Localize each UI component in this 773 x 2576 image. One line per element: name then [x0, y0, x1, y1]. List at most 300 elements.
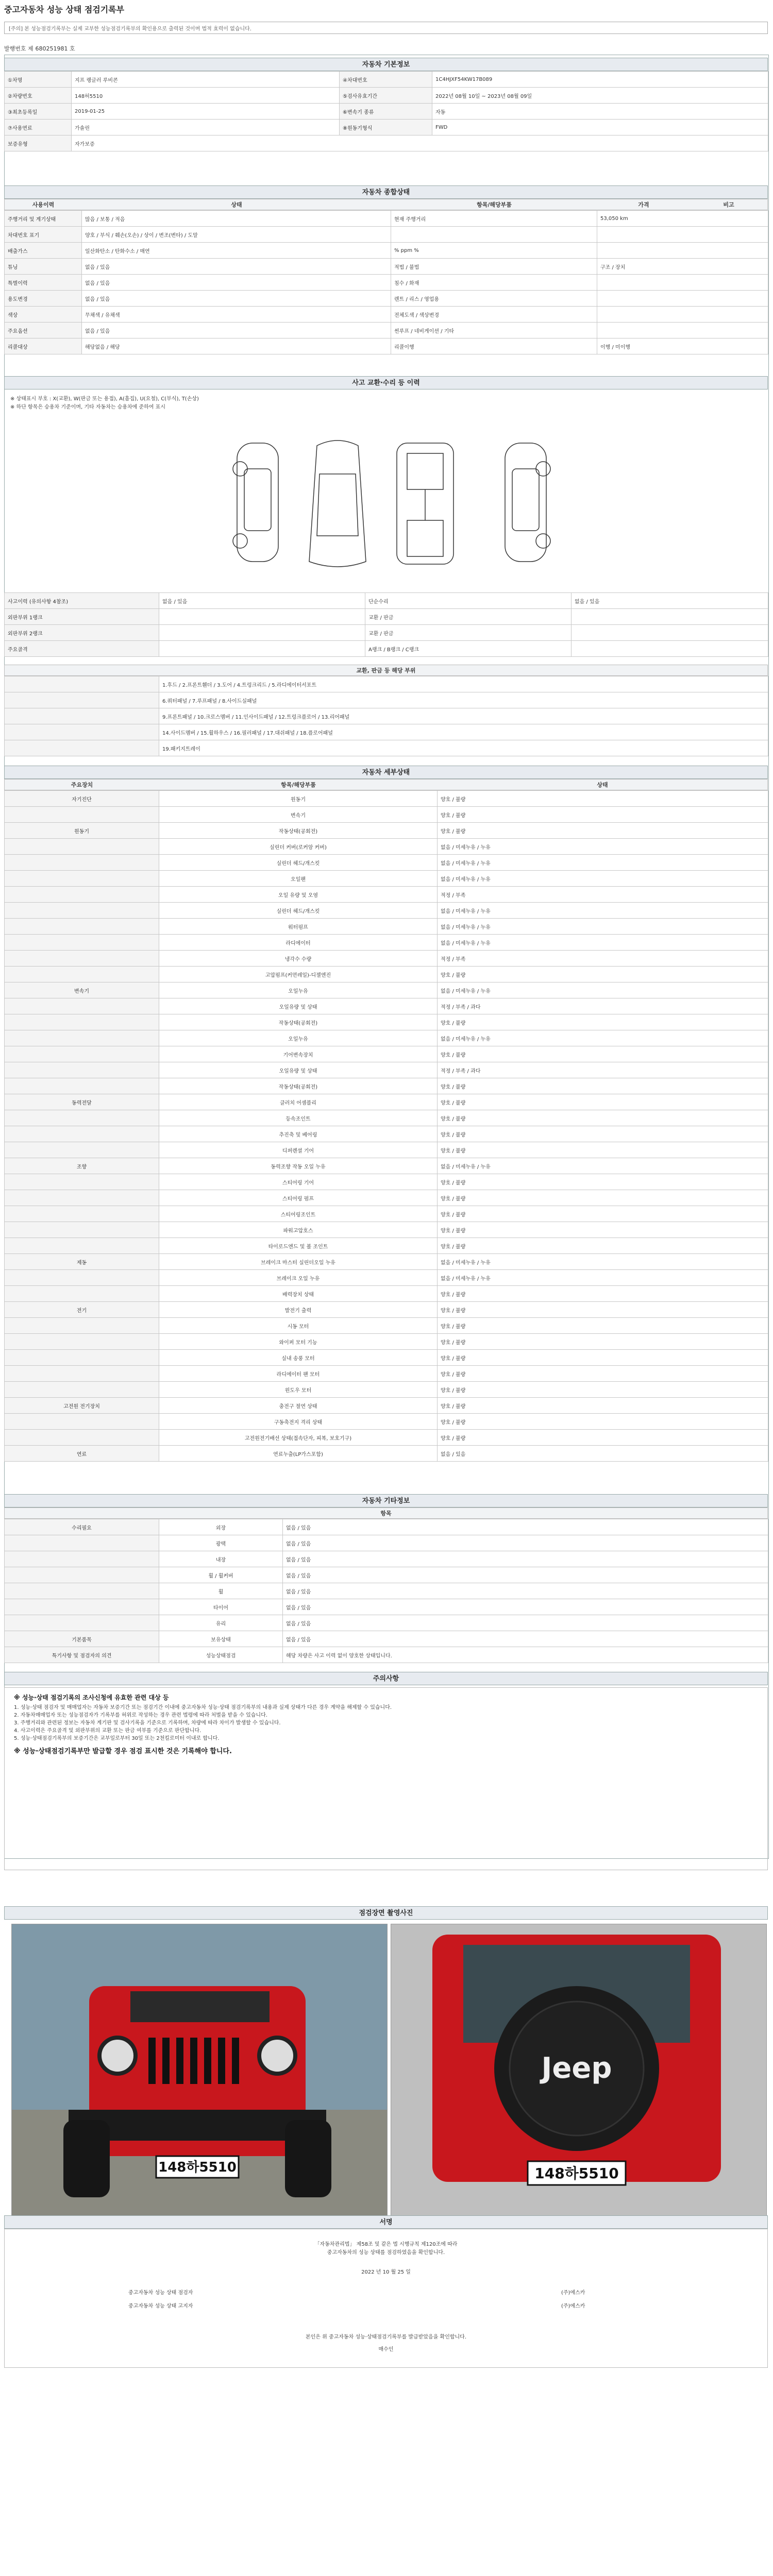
other-row: [5, 1631, 768, 1647]
table-cell: 이행 / 미이행: [597, 338, 768, 354]
notifier-label: 중고자동차 성능 상태 고지자: [128, 2303, 193, 2309]
table-cell: 양호 / 불량: [438, 1350, 768, 1366]
detail-row: [5, 1382, 768, 1398]
table-cell: [5, 708, 159, 724]
spare-brand-text: Jeep: [541, 2052, 612, 2085]
table-cell: 동력전달: [5, 1094, 159, 1110]
table-cell: 많음 / 보통 / 적음: [82, 211, 391, 227]
table-cell: 2019-01-25: [72, 104, 340, 120]
basic-info-header: 자동차 기본정보: [4, 58, 768, 71]
detail-row: [5, 1430, 768, 1446]
parts-row: [5, 724, 768, 740]
band-label: 가격: [638, 201, 649, 208]
accident-row: [5, 609, 768, 625]
table-cell: 없음 / 있음: [283, 1599, 768, 1615]
table-cell: 해당 차량은 사고 이력 없이 양호한 상태입니다.: [283, 1647, 768, 1663]
table-cell: 휠: [159, 1583, 283, 1599]
table-cell: % ppm %: [391, 243, 597, 259]
table-cell: [5, 740, 159, 756]
detail-band: [4, 779, 768, 790]
parts-row: [5, 676, 768, 692]
table-cell: [597, 275, 768, 291]
table-cell: 적정 / 부족: [438, 887, 768, 903]
table-cell: [5, 1110, 159, 1126]
band-label: 교환, 판금 등 해당 부위: [356, 667, 416, 674]
table-cell: 실내 송풍 모터: [159, 1350, 438, 1366]
table-cell: 기본품목: [5, 1631, 159, 1647]
sign-line: 중고자동차의 성능 상태를 점검하였음을 확인합니다.: [327, 2250, 445, 2256]
notice-item: 4. 사고이력은 주요골격 및 외판부위의 교환 또는 판금 여부를 기준으로 판단합니다.: [14, 1728, 201, 1734]
document-title: 중고자동차 성능 상태 점검기록부: [4, 5, 125, 14]
table-cell: 스티어링 펌프: [159, 1190, 438, 1206]
table-cell: 실린더 헤드/개스킷: [159, 903, 438, 919]
table-cell: 양호 / 불량: [438, 1398, 768, 1414]
accident-row: [5, 625, 768, 641]
table-cell: [5, 1222, 159, 1238]
table-cell: 교환 / 판금: [365, 609, 572, 625]
table-cell: 148허5510: [72, 88, 340, 104]
table-cell: 브레이크 오일 누유: [159, 1270, 438, 1286]
table-cell: 튜닝: [5, 259, 82, 275]
table-cell: 리콜이행: [391, 338, 597, 354]
table-cell: [159, 625, 365, 641]
table-cell: 라디에이터: [159, 935, 438, 951]
detail-row: [5, 1398, 768, 1414]
basic-info-table: [4, 71, 768, 151]
table-cell: 내장: [159, 1551, 283, 1567]
detail-row: [5, 807, 768, 823]
table-cell: 오일 유량 및 오염: [159, 887, 438, 903]
table-cell: 오일누유: [159, 1030, 438, 1046]
table-cell: 없음 / 있음: [283, 1583, 768, 1599]
notice-item: 5. 성능·상태점검기록부의 보증기간은 교부일로부터 30일 또는 2천킬로미터 이내로 합니다.: [14, 1736, 220, 1741]
detail-row: [5, 1126, 768, 1142]
table-cell: 광택: [159, 1535, 283, 1551]
other-table: [4, 1519, 768, 1663]
table-cell: 침수 / 화재: [391, 275, 597, 291]
table-cell: [5, 1350, 159, 1366]
detail-row: [5, 1014, 768, 1030]
table-cell: 자동: [432, 104, 768, 120]
band-label: 상태: [231, 201, 242, 208]
table-cell: [5, 1030, 159, 1046]
table-cell: 보유상태: [159, 1631, 283, 1647]
table-cell: [5, 676, 159, 692]
table-cell: 없음 / 있음: [82, 323, 391, 338]
table-cell: 없음 / 미세누유 / 누유: [438, 903, 768, 919]
parts-row: [5, 692, 768, 708]
other-header: 자동차 기타정보: [4, 1494, 768, 1507]
cert-number: [4, 44, 75, 53]
table-cell: ②차량번호: [5, 88, 72, 104]
overall-row: [5, 243, 768, 259]
table-cell: 없음 / 있음: [82, 291, 391, 307]
detail-header: 자동차 세부상태: [4, 766, 768, 779]
table-cell: [5, 1126, 159, 1142]
table-cell: ⑤검사유효기간: [340, 88, 432, 104]
table-cell: 적정 / 부족 / 과다: [438, 1062, 768, 1078]
table-cell: 실린더 헤드/개스킷: [159, 855, 438, 871]
table-cell: [5, 1014, 159, 1030]
table-cell: 없음 / 있음: [283, 1567, 768, 1583]
parts-table: [4, 676, 768, 756]
other-band: [4, 1507, 768, 1519]
table-cell: 동력조향 작동 오일 누유: [159, 1158, 438, 1174]
table-cell: 고전원전기배선 상태(접속단자, 피복, 보호기구): [159, 1430, 438, 1446]
receiver-label: 매수인: [378, 2347, 394, 2352]
table-cell: 워터펌프: [159, 919, 438, 935]
table-cell: [5, 1142, 159, 1158]
table-cell: 렌트 / 리스 / 영업용: [391, 291, 597, 307]
table-cell: 양호 / 불량: [438, 967, 768, 982]
table-cell: 없음 / 미세누유 / 누유: [438, 1158, 768, 1174]
table-cell: [5, 903, 159, 919]
table-cell: 외장: [159, 1519, 283, 1535]
table-cell: [5, 1062, 159, 1078]
table-cell: 주행거리 및 계기상태: [5, 211, 82, 227]
detail-row: [5, 1254, 768, 1270]
table-cell: 양호 / 불량: [438, 1334, 768, 1350]
table-cell: [5, 967, 159, 982]
table-cell: 53,050 km: [597, 211, 768, 227]
table-cell: 없음 / 있음: [82, 275, 391, 291]
detail-row: [5, 903, 768, 919]
table-cell: 적정 / 부족: [438, 951, 768, 967]
table-cell: 양호 / 불량: [438, 1206, 768, 1222]
table-cell: 외판부위 1랭크: [5, 609, 159, 625]
detail-row: [5, 1078, 768, 1094]
table-cell: 작동상태(공회전): [159, 1014, 438, 1030]
table-cell: 양호 / 불량: [438, 1382, 768, 1398]
notice-item: 3. 주행거리와 관련된 정보는 자동차 계기판 및 검사기록을 기준으로 기록하며, 차량에 따라 차이가 발생할 수 있습니다.: [14, 1720, 281, 1726]
table-cell: 양호 / 불량: [438, 1238, 768, 1254]
table-cell: 디퍼렌셜 기어: [159, 1142, 438, 1158]
table-cell: 적정 / 부족 / 과다: [438, 998, 768, 1014]
table-cell: [5, 951, 159, 967]
cert-label: 발행번호 제: [4, 45, 33, 52]
table-cell: [5, 1046, 159, 1062]
table-cell: 오일유량 및 상태: [159, 1062, 438, 1078]
table-cell: 외판부위 2랭크: [5, 625, 159, 641]
table-cell: 양호 / 불량: [438, 791, 768, 807]
table-cell: 원동기: [5, 823, 159, 839]
table-cell: 없음 / 있음: [283, 1551, 768, 1567]
detail-row: [5, 791, 768, 807]
table-cell: 양호 / 불량: [438, 1142, 768, 1158]
table-cell: [5, 1174, 159, 1190]
table-cell: 지프 랭글러 루비콘: [72, 72, 340, 88]
band-label: 항목/해당부품: [281, 782, 316, 788]
front-photo: [11, 1924, 388, 2216]
accident-row: [5, 641, 768, 657]
table-cell: [5, 1535, 159, 1551]
table-cell: 변속기: [159, 807, 438, 823]
table-cell: 휠 / 휠커버: [159, 1567, 283, 1583]
top-notice: [주의] 본 성능점검기록부는 실제 교부한 성능점검기록부의 확인용으로 출력된 것이며 법적 효력이 없습니다.: [4, 22, 768, 34]
detail-row: [5, 1222, 768, 1238]
table-cell: 양호 / 불량: [438, 1078, 768, 1094]
detail-row: [5, 1030, 768, 1046]
accident-row: [5, 593, 768, 609]
table-cell: 브레이크 마스터 실린더오일 누유: [159, 1254, 438, 1270]
parts-band: [4, 665, 768, 676]
table-cell: 1C4HJXF54KW17B089: [432, 72, 768, 88]
notice-head: ※ 성능·상태 점검기록의 조사신청에 유효한 관련 대상 등: [14, 1694, 169, 1701]
table-cell: 파워고압호스: [159, 1222, 438, 1238]
table-cell: [5, 1583, 159, 1599]
detail-row: [5, 1318, 768, 1334]
table-cell: 19.패키지트레이: [159, 740, 768, 756]
detail-row: [5, 1190, 768, 1206]
detail-row: [5, 967, 768, 982]
detail-row: [5, 1238, 768, 1254]
table-cell: 등속조인트: [159, 1110, 438, 1126]
table-cell: 오일유량 및 상태: [159, 998, 438, 1014]
overall-row: [5, 259, 768, 275]
band-label: 항목: [380, 1510, 392, 1517]
table-cell: 없음 / 미세누유 / 누유: [438, 1030, 768, 1046]
detail-row: [5, 935, 768, 951]
table-cell: [5, 1190, 159, 1206]
table-cell: [5, 935, 159, 951]
table-cell: [5, 692, 159, 708]
front-photo-image: [12, 1924, 387, 2216]
basic-row: [5, 104, 768, 120]
table-cell: [5, 1318, 159, 1334]
table-cell: 없음 / 미세누유 / 누유: [438, 1270, 768, 1286]
table-cell: 양호 / 불량: [438, 1414, 768, 1430]
table-cell: 2022년 08월 10일 ~ 2023년 08월 09일: [432, 88, 768, 104]
parts-row: [5, 740, 768, 756]
table-cell: 없음 / 미세누유 / 누유: [438, 982, 768, 998]
table-cell: 변속기: [5, 982, 159, 998]
detail-row: [5, 1158, 768, 1174]
detail-row: [5, 982, 768, 998]
table-cell: [5, 871, 159, 887]
table-cell: 양호 / 불량: [438, 1126, 768, 1142]
table-cell: [5, 724, 159, 740]
table-cell: [597, 291, 768, 307]
detail-row: [5, 951, 768, 967]
other-row: [5, 1551, 768, 1567]
detail-row: [5, 855, 768, 871]
table-cell: 차대번호 표기: [5, 227, 82, 243]
overall-row: [5, 211, 768, 227]
notice-header: 주의사항: [4, 1672, 768, 1685]
table-cell: 충전구 절연 상태: [159, 1398, 438, 1414]
table-cell: 전체도색 / 색상변경: [391, 307, 597, 323]
detail-row: [5, 1046, 768, 1062]
table-cell: 스티어링 기어: [159, 1174, 438, 1190]
inspector-label: 중고자동차 성능 상태 점검자: [128, 2290, 193, 2296]
table-cell: 없음 / 미세누유 / 누유: [438, 855, 768, 871]
notifier-name: (주)에스카: [561, 2303, 585, 2309]
table-cell: [5, 1615, 159, 1631]
table-cell: 스티어링조인트: [159, 1206, 438, 1222]
table-cell: [5, 998, 159, 1014]
legend-line: ※ 하단 항목은 승용차 기준이며, 기타 자동차는 승용차에 준하여 표시: [10, 404, 165, 410]
table-cell: 양호 / 불량: [438, 1190, 768, 1206]
table-cell: 보증유형: [5, 135, 72, 151]
table-cell: 무채색 / 유채색: [82, 307, 391, 323]
detail-row: [5, 1062, 768, 1078]
table-cell: 해당없음 / 해당: [82, 338, 391, 354]
table-cell: [5, 1366, 159, 1382]
table-cell: 고압펌프(커먼레일)-디젤엔진: [159, 967, 438, 982]
table-cell: 고전원 전기장치: [5, 1398, 159, 1414]
table-cell: 타이로드엔드 및 볼 조인트: [159, 1238, 438, 1254]
table-cell: 배출가스: [5, 243, 82, 259]
table-cell: 제동: [5, 1254, 159, 1270]
table-cell: 라디에이터 팬 모터: [159, 1366, 438, 1382]
rear-photo-image: [391, 1924, 766, 2216]
other-row: [5, 1647, 768, 1663]
table-cell: [5, 1078, 159, 1094]
table-cell: 없음 / 미세누유 / 누유: [438, 1254, 768, 1270]
table-cell: 작동상태(공회전): [159, 823, 438, 839]
table-cell: 구조 / 장치: [597, 259, 768, 275]
table-cell: ⑥변속기 종류: [340, 104, 432, 120]
table-cell: 없음 / 있음: [438, 1446, 768, 1462]
table-cell: 없음 / 미세누유 / 누유: [438, 935, 768, 951]
table-cell: [5, 1238, 159, 1254]
table-cell: 구동축전지 격리 상태: [159, 1414, 438, 1430]
band-label: 주요장치: [71, 782, 93, 788]
table-cell: [5, 919, 159, 935]
inspector-name: (주)에스카: [561, 2290, 585, 2296]
detail-row: [5, 998, 768, 1014]
table-cell: [5, 1382, 159, 1398]
detail-row: [5, 823, 768, 839]
detail-row: [5, 887, 768, 903]
basic-row: [5, 72, 768, 88]
table-cell: 와이퍼 모터 기능: [159, 1334, 438, 1350]
table-cell: 양호 / 불량: [438, 1094, 768, 1110]
table-cell: 양호 / 불량: [438, 1302, 768, 1318]
table-cell: 냉각수 수량: [159, 951, 438, 967]
accident-table: [4, 592, 768, 657]
overall-table: [4, 210, 768, 354]
table-cell: 연료: [5, 1446, 159, 1462]
table-cell: 양호 / 불량: [438, 1110, 768, 1126]
notice-bottom: ※ 성능·상태점검기록부만 발급할 경우 점검 표시한 것은 기록해야 합니다.: [14, 1748, 232, 1755]
front-plate-text: 148하5510: [158, 2160, 237, 2175]
table-cell: [597, 227, 768, 243]
table-cell: 양호 / 불량: [438, 807, 768, 823]
detail-row: [5, 1286, 768, 1302]
band-label: 비고: [723, 201, 734, 208]
accident-legend: [10, 395, 199, 412]
basic-row: [5, 88, 768, 104]
table-cell: 양호 / 불량: [438, 1014, 768, 1030]
table-cell: ①차명: [5, 72, 72, 88]
table-cell: 조향: [5, 1158, 159, 1174]
sign-line: 「자동차관리법」 제58조 및 같은 법 시행규칙 제120조에 따라: [314, 2242, 458, 2247]
detail-row: [5, 1350, 768, 1366]
table-cell: [597, 243, 768, 259]
table-cell: [5, 1286, 159, 1302]
table-cell: [159, 641, 365, 657]
notice-item: 1. 성능·상태 점검자 및 매매업자는 자동차 보증기간 또는 점검기간 이내에 중고자동차 성능·상태 점검기록부의 내용과 실제 상태가 다른 경우 계약을 해제할 수 있습니다.: [14, 1705, 392, 1710]
table-cell: [5, 807, 159, 823]
table-cell: 14.사이드멤버 / 15.휠하우스 / 16.필러패널 / 17.대쉬패널 / 18.플로어패널: [159, 724, 768, 740]
table-cell: 썬루프 / 네비게이션 / 기타: [391, 323, 597, 338]
table-cell: 가솔린: [72, 120, 340, 135]
table-cell: 양호 / 불량: [438, 1046, 768, 1062]
table-cell: 양호 / 불량: [438, 1174, 768, 1190]
table-cell: 양호 / 부식 / 훼손(오손) / 상이 / 변조(변타) / 도말: [82, 227, 391, 243]
table-cell: 없음 / 있음: [283, 1535, 768, 1551]
sign-header: 서명: [4, 2215, 768, 2229]
parts-row: [5, 708, 768, 724]
accident-header: 사고 교환·수리 등 이력: [4, 376, 768, 389]
overall-row: [5, 323, 768, 338]
car-top-view-diagram: [309, 440, 366, 567]
table-cell: 9.프론트패널 / 10.크로스멤버 / 11.인사이드패널 / 12.트렁크플로어 / 13.리어패널: [159, 708, 768, 724]
table-cell: 시동 모터: [159, 1318, 438, 1334]
table-cell: 없음 / 있음: [283, 1519, 768, 1535]
table-cell: [5, 1334, 159, 1350]
table-cell: [5, 1551, 159, 1567]
table-cell: 전기: [5, 1302, 159, 1318]
sign-section: [4, 2229, 768, 2368]
table-cell: 없음 / 있음: [283, 1631, 768, 1647]
table-cell: [5, 1270, 159, 1286]
table-cell: FWD: [432, 120, 768, 135]
table-cell: 양호 / 불량: [438, 1318, 768, 1334]
table-cell: 양호 / 불량: [438, 1286, 768, 1302]
other-row: [5, 1599, 768, 1615]
detail-row: [5, 1302, 768, 1318]
detail-row: [5, 1174, 768, 1190]
other-row: [5, 1535, 768, 1551]
table-cell: 없음 / 있음: [159, 593, 365, 609]
table-cell: [5, 855, 159, 871]
basic-row: [5, 135, 768, 151]
table-cell: 주요옵션: [5, 323, 82, 338]
table-cell: 추진축 및 베어링: [159, 1126, 438, 1142]
table-cell: 성능상태점검: [159, 1647, 283, 1663]
table-cell: 현재 주행거리: [391, 211, 597, 227]
table-cell: ⑧원동기형식: [340, 120, 432, 135]
sign-date: 2022 년 10 월 25 일: [361, 2269, 411, 2275]
table-cell: 리콜대상: [5, 338, 82, 354]
detail-row: [5, 1094, 768, 1110]
table-cell: [597, 323, 768, 338]
photos-header: 점검장면 촬영사진: [4, 1906, 768, 1920]
table-cell: ③최초등록일: [5, 104, 72, 120]
table-cell: 단순수리: [365, 593, 572, 609]
table-cell: 특기사항 및 점검자의 의견: [5, 1647, 159, 1663]
table-cell: 양호 / 불량: [438, 1430, 768, 1446]
table-cell: 양호 / 불량: [438, 1366, 768, 1382]
detail-row: [5, 919, 768, 935]
table-cell: [159, 609, 365, 625]
table-cell: 주요골격: [5, 641, 159, 657]
band-label: 사용이력: [32, 201, 55, 208]
table-cell: [5, 1206, 159, 1222]
table-cell: 없음 / 있음: [283, 1615, 768, 1631]
rear-plate-text: 148하5510: [534, 2165, 619, 2182]
table-cell: 6.쿼터패널 / 7.루프패널 / 8.사이드실패널: [159, 692, 768, 708]
table-cell: A랭크 / B랭크 / C랭크: [365, 641, 572, 657]
table-cell: 없음 / 있음: [572, 593, 768, 609]
table-cell: 자기진단: [5, 791, 159, 807]
rear-photo: [391, 1924, 767, 2216]
basic-row: [5, 120, 768, 135]
detail-table: [4, 790, 768, 1462]
table-cell: 사고이력 (유의사항 4참조): [5, 593, 159, 609]
